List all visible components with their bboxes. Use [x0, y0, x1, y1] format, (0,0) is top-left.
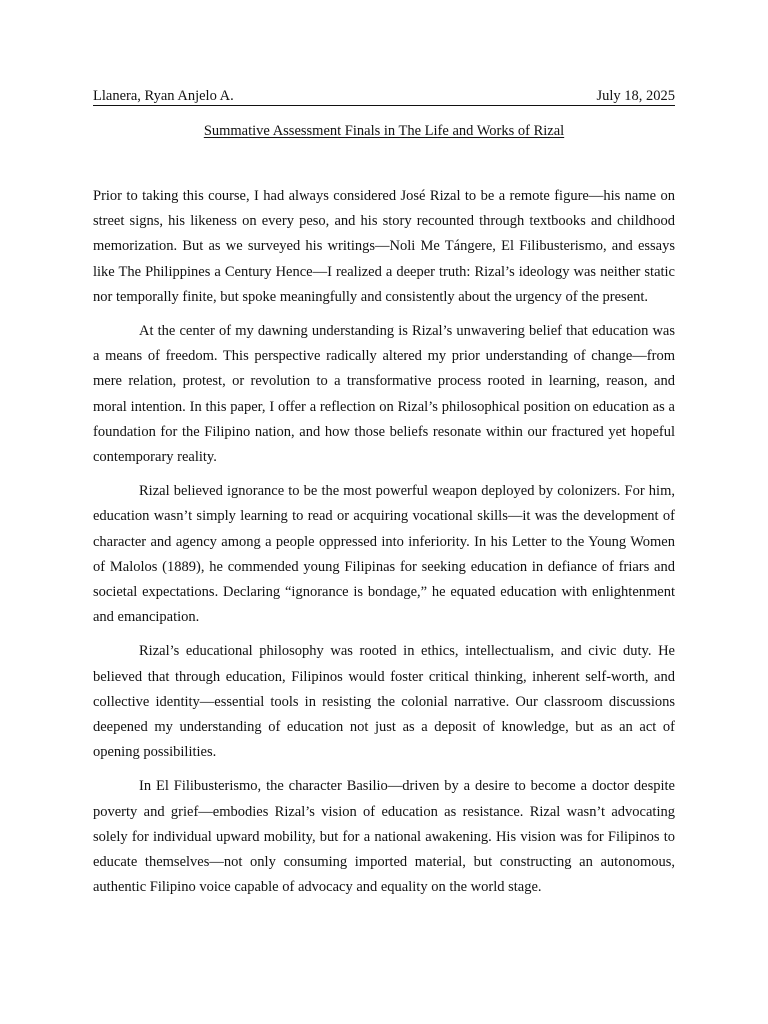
paragraph-4: Rizal’s educational philosophy was rooted in ethics, intellectualism, and civic duty. He believed that through education, Filipinos would foster critical thinking, inherent self-worth, and collective identity—essential tools in resisting the colonial narrative. Our classroom discussions deepened my understanding of education not just as a deposit of knowledge, but as an act of opening possibilities.	[93, 643, 675, 761]
document-page	[93, 87, 675, 909]
paragraph-1: Prior to taking this course, I had always considered José Rizal to be a remote figure—his name on street signs, his likeness on every peso, and his story recounted through textbooks and childhood memorization. But as we surveyed his writings—Noli Me Tángere, El Filibusterismo, and essays like The Philippines a Century Hence—I realized a deeper truth: Rizal’s ideology was neither static nor temporally finite, but spoke meaningfully and consistently about the urgency of the present.	[93, 188, 675, 305]
header-line	[93, 87, 675, 106]
paragraph-2: At the center of my dawning understanding is Rizal’s unwavering belief that education was a means of freedom. This perspective radically altered my prior understanding of change—from mere relation, protest, or revolution to a transformative process rooted in learning, reason, and moral intention. In this paper, I offer a reflection on Rizal’s philosophical position on education as a foundation for the Filipino nation, and how those beliefs resonate within our fractured yet hopeful contemporary reality.	[93, 323, 675, 466]
paragraph-5: In El Filibusterismo, the character Basilio—driven by a desire to become a doctor despite poverty and grief—embodies Rizal’s vision of education as resistance. Rizal wasn’t advocating solely for individual upward mobility, but for a national awakening. His vision was for Filipinos to educate themselves—not only consuming imported material, but constructing an autonomous, authentic Filipino voice capable of advocacy and equality on the world stage.	[93, 778, 675, 896]
document-body	[93, 184, 675, 900]
document-title-text: Summative Assessment Finals in The Life and Works of Rizal	[203, 123, 565, 139]
document-date: July 18, 2025	[596, 88, 675, 104]
document-title	[93, 122, 675, 140]
paragraph-3: Rizal believed ignorance to be the most powerful weapon deployed by colonizers. For him, education wasn’t simply learning to read or acquiring vocational skills—it was the development of character and agency among a people oppressed into inferiority. In his Letter to the Young Women of Malolos (1889), he commended young Filipinas for seeking education in defiance of friars and societal expectations. Declaring “ignorance is bondage,” he equated education with enlightenment and emancipation.	[93, 483, 675, 626]
author-name: Llanera, Ryan Anjelo A.	[93, 88, 234, 104]
